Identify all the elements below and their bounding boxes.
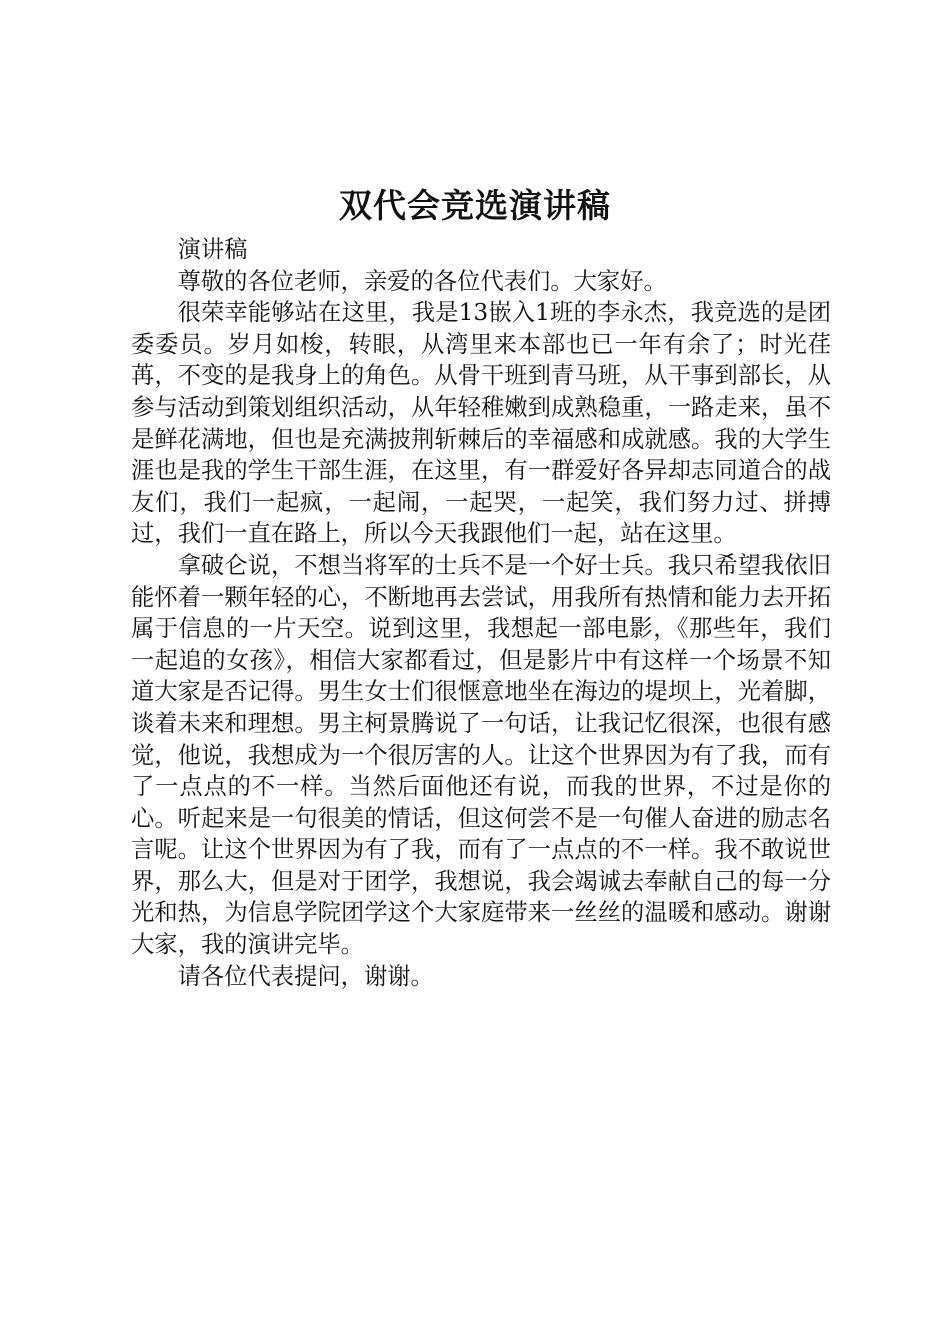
paragraph-main-speech: 拿破仑说，不想当将军的士兵不是一个好士兵。我只希望我依旧能怀着一颗年轻的心，不断地再去尝试，用我所有热情和能力去开拓属于信息的一片天空。说到这里，我想起一部电影，《那些年，我们一起追的女孩》，相信大家都看过，但是影片中有这样一个场景不知道大家是否记得。男生女士们很惬意地坐在海边的堤坝上，光着脚，谈着未来和理想。男主柯景腾说了一句话，让我记忆很深，也很有感觉，他说，我想成为一个很厉害的人。让这个世界因为有了我，而有了一点点的不一样。当然后面他还有说，而我的世界，不过是你的心。听起来是一句很美的情话，但这何尝不是一句催人奋进的励志名言呢。让这个世界因为有了我，而有了一点点的不一样。我不敢说世界，那么大，但是对于团学，我想说，我会竭诚去奉献自己的每一分光和热，为信息学院团学这个大家庭带来一丝丝的温暖和感动。谢谢大家，我的演讲完毕。 (131, 551, 831, 959)
document-body (131, 234, 831, 992)
paragraph-closing: 请各位代表提问，谢谢。 (177, 962, 434, 990)
document-title: 双代会竞选演讲稿 (339, 186, 611, 225)
paragraph-subtitle: 演讲稿 (177, 236, 248, 263)
paragraph-introduction: 很荣幸能够站在这里，我是13嵌入1班的李永杰，我竞选的是团委委员。岁月如梭，转眼，从湾里来本部也已一年有余了；时光荏苒，不变的是我身上的角色。从骨干班到青马班，从干事到部长，从参与活动到策划组织活动，从年轻稚嫩到成熟稳重，一路走来，虽不是鲜花满地，但也是充满披荆斩棘后的幸福感和成就感。我的大学生涯也是我的学生干部生涯，在这里，有一群爱好各异却志同道合的战友们，我们一起疯，一起闹，一起哭，一起笑，我们努力过、拼搏过，我们一直在路上，所以今天我跟他们一起，站在这里。 (131, 299, 831, 548)
paragraph-greeting: 尊敬的各位老师，亲爱的各位代表们。大家好。 (177, 267, 667, 295)
